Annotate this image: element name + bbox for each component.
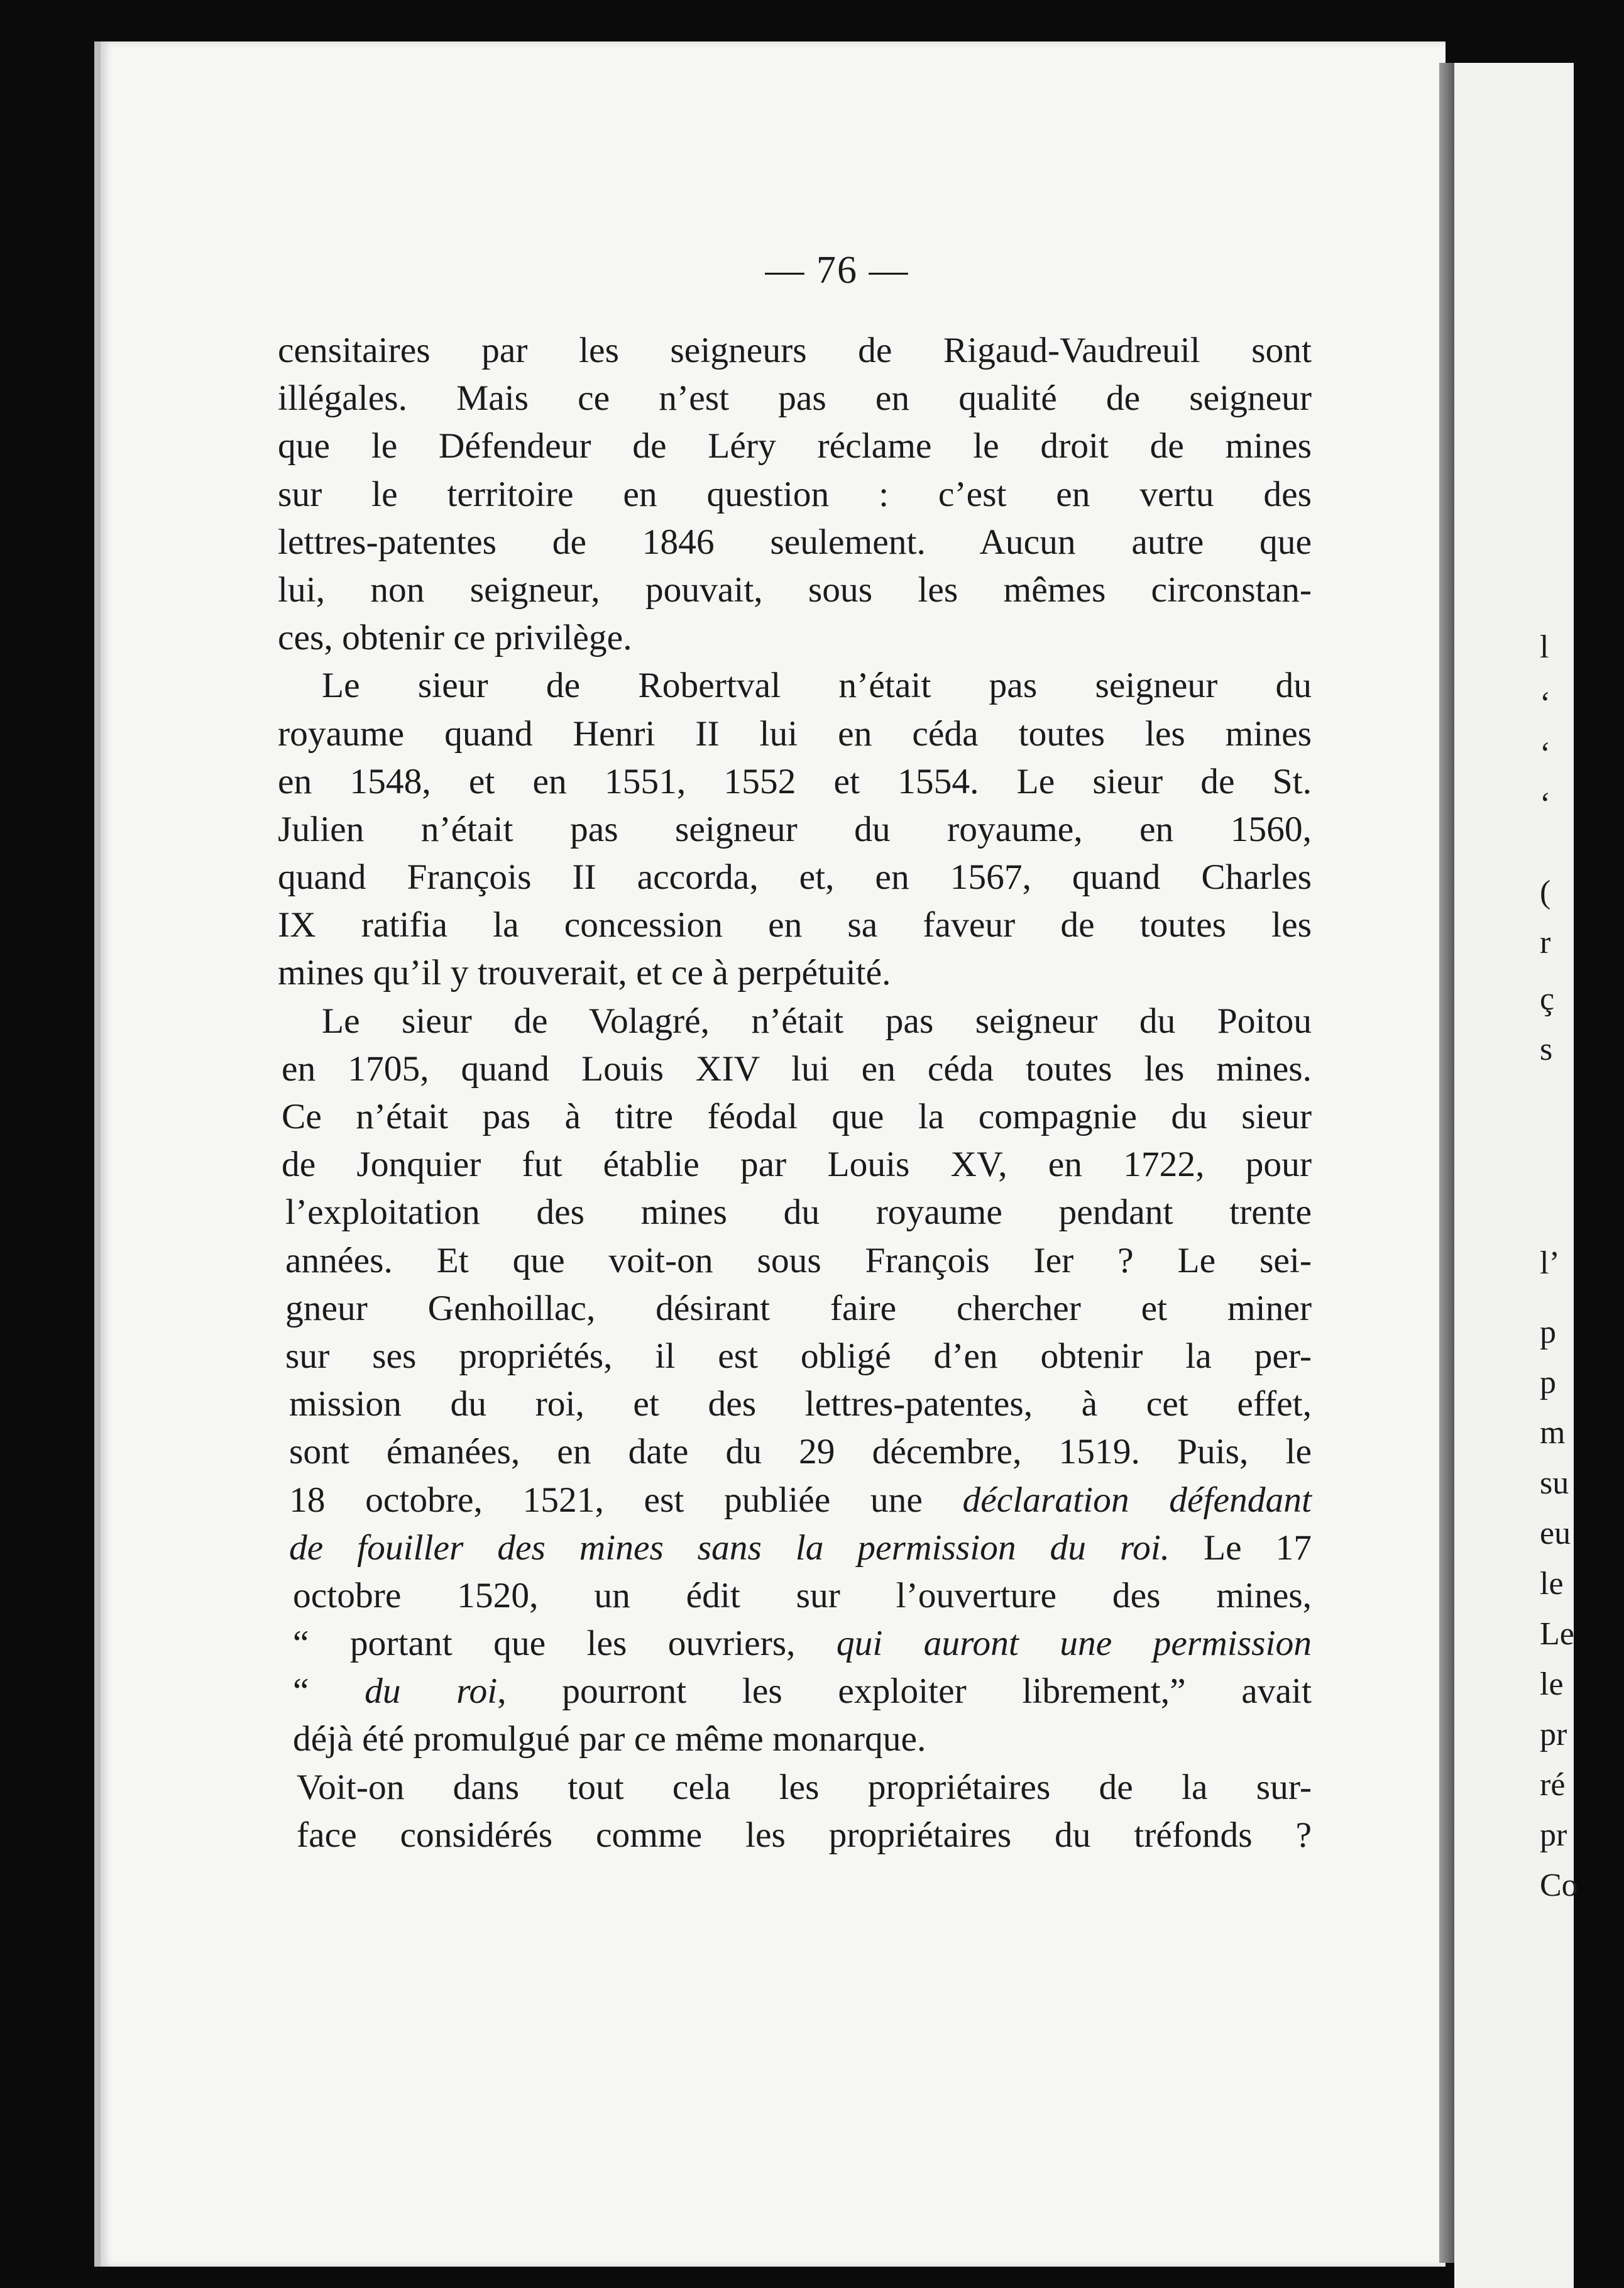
italic-text: qui auront une permission bbox=[836, 1624, 1312, 1664]
text-span: 18 octobre, 1521, est publiée une bbox=[289, 1480, 963, 1520]
text-span: en 1548, et en 1551, 1552 et 1554. Le sieur de St. bbox=[278, 761, 1312, 801]
text-span: de Jonquier fut établie par Louis XV, en 1722, pour bbox=[282, 1145, 1312, 1185]
text-span: ces, obtenir ce privilège. bbox=[278, 618, 632, 658]
text-span: sont émanées, en date du 29 décembre, 1519. Puis, le bbox=[289, 1432, 1312, 1472]
text-line bbox=[278, 519, 1312, 566]
text-line bbox=[278, 1572, 1312, 1620]
text-line bbox=[278, 1333, 1312, 1380]
right-page-fragment: Le bbox=[1540, 1616, 1574, 1652]
text-span: années. Et que voit-on sous François Ier ? Le sei- bbox=[285, 1240, 1312, 1280]
italic-text: de fouiller des mines sans la permission du roi. bbox=[289, 1527, 1170, 1568]
text-span: quand François II accorda, et, en 1567, quand Charles bbox=[278, 857, 1312, 898]
right-page-fragment: ‘ bbox=[1540, 736, 1551, 772]
text-span: que le Défendeur de Léry réclame le droit de mines bbox=[278, 426, 1312, 466]
text-line bbox=[278, 1237, 1312, 1285]
body-text bbox=[278, 327, 1312, 1859]
right-page-fragment: l bbox=[1540, 629, 1549, 665]
right-page-fragment: ç bbox=[1540, 981, 1555, 1017]
text-span: “ bbox=[293, 1671, 365, 1712]
right-page-fragment: ( bbox=[1540, 874, 1551, 910]
text-span: l’exploitation des mines du royaume pendant trente bbox=[285, 1192, 1312, 1233]
text-span: “ portant que les ouvriers, bbox=[293, 1624, 837, 1664]
text-line bbox=[278, 662, 1312, 710]
text-span: mines qu’il y trouverait, et ce à perpétuité. bbox=[278, 953, 891, 993]
text-line bbox=[278, 1715, 1312, 1763]
text-line bbox=[278, 1668, 1312, 1715]
right-page-fragment: ‘ bbox=[1540, 786, 1551, 822]
text-span: Ce n’était pas à titre féodal que la compagnie du sieur bbox=[282, 1097, 1312, 1136]
text-span: face considérés comme les propriétaires du tréfonds ? bbox=[297, 1815, 1312, 1855]
text-line bbox=[278, 1285, 1312, 1333]
text-span: IX ratifia la concession en sa faveur de toutes les bbox=[278, 905, 1312, 945]
text-span: Le 17 bbox=[1170, 1527, 1312, 1568]
text-span: Julien n’était pas seigneur du royaume, en 1560, bbox=[278, 809, 1312, 849]
text-span: , pourront les exploiter librement,” avait bbox=[497, 1671, 1312, 1712]
text-line bbox=[278, 806, 1312, 854]
text-span: en 1705, quand Louis XIV lui en céda toutes les mines. bbox=[282, 1048, 1312, 1089]
right-page-fragment: su bbox=[1540, 1465, 1569, 1501]
right-page-fragment: eu bbox=[1540, 1515, 1571, 1551]
text-line bbox=[278, 1428, 1312, 1476]
text-line bbox=[278, 327, 1312, 375]
right-page-fragment: pr bbox=[1540, 1717, 1567, 1752]
text-span: octobre 1520, un édit sur l’ouverture des mines, bbox=[293, 1575, 1312, 1615]
text-line bbox=[278, 1620, 1312, 1668]
right-page-fragment: le bbox=[1540, 1566, 1564, 1602]
right-page-fragment: s bbox=[1540, 1031, 1553, 1067]
text-line bbox=[278, 1380, 1312, 1428]
text-line bbox=[278, 1189, 1312, 1236]
text-span: Le sieur de Robertval n’était pas seigneur du bbox=[322, 666, 1312, 706]
text-span: lettres-patentes de 1846 seulement. Aucun autre que bbox=[278, 522, 1312, 562]
text-line bbox=[278, 949, 1312, 997]
right-page-fragment: p bbox=[1540, 1314, 1556, 1350]
text-line bbox=[278, 1477, 1312, 1524]
text-line bbox=[278, 1524, 1312, 1572]
text-line bbox=[278, 758, 1312, 806]
text-span: Voit-on dans tout cela les propriétaires de la sur- bbox=[297, 1767, 1312, 1807]
right-page-fragment: ré bbox=[1540, 1767, 1566, 1803]
right-page-fragment: m bbox=[1540, 1415, 1566, 1451]
text-span: gneur Genhoillac, désirant faire chercher et miner bbox=[285, 1288, 1312, 1328]
right-page-fragment: r bbox=[1540, 925, 1551, 960]
book-gutter bbox=[1439, 63, 1454, 2263]
text-line bbox=[278, 566, 1312, 614]
text-line bbox=[278, 710, 1312, 758]
italic-text: du roi bbox=[365, 1671, 498, 1712]
right-page-fragment: ‘ bbox=[1540, 686, 1551, 722]
text-line bbox=[278, 998, 1312, 1045]
text-span: sur ses propriétés, il est obligé d’en obtenir la per- bbox=[285, 1336, 1312, 1376]
right-page-fragment: pr bbox=[1540, 1817, 1567, 1853]
text-line bbox=[278, 375, 1312, 422]
text-line bbox=[278, 1764, 1312, 1812]
text-line bbox=[278, 854, 1312, 901]
right-page-fragment: Co bbox=[1540, 1867, 1578, 1903]
text-line bbox=[278, 471, 1312, 519]
text-line bbox=[278, 1045, 1312, 1093]
text-line bbox=[278, 1093, 1312, 1141]
text-line bbox=[278, 901, 1312, 949]
text-span: déjà été promulgué par ce même monarque. bbox=[293, 1719, 926, 1759]
text-line bbox=[278, 422, 1312, 470]
text-line bbox=[278, 1141, 1312, 1189]
right-page-fragment: l’ bbox=[1540, 1245, 1560, 1281]
text-span: Le sieur de Volagré, n’était pas seigneur du Poitou bbox=[322, 1001, 1312, 1041]
text-line bbox=[278, 1812, 1312, 1859]
text-span: mission du roi, et des lettres-patentes, à cet effet, bbox=[289, 1384, 1312, 1424]
text-line bbox=[278, 614, 1312, 662]
page-number: — 76 — bbox=[765, 249, 909, 292]
text-span: lui, non seigneur, pouvait, sous les mêmes circonstan- bbox=[278, 569, 1312, 610]
right-page-fragment: le bbox=[1540, 1666, 1564, 1702]
text-span: sur le territoire en question : c’est en vertu des bbox=[278, 474, 1312, 514]
right-page-edge bbox=[1454, 63, 1574, 2288]
text-span: censitaires par les seigneurs de Rigaud-Vaudreuil sont bbox=[278, 331, 1312, 370]
text-span: illégales. Mais ce n’est pas en qualité de seigneur bbox=[278, 378, 1312, 419]
italic-text: déclaration défendant bbox=[962, 1480, 1312, 1520]
right-page-fragment: p bbox=[1540, 1365, 1556, 1400]
text-span: royaume quand Henri II lui en céda toutes les mines bbox=[278, 713, 1312, 754]
